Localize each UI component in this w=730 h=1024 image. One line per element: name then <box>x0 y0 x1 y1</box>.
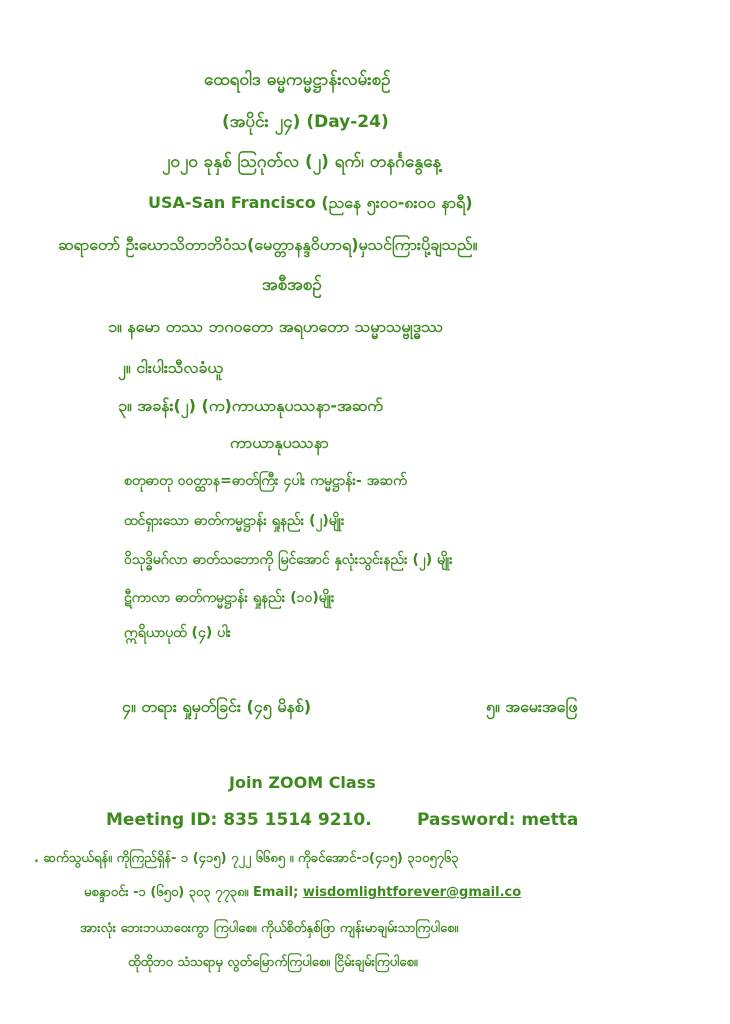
program-item-3: ၃။ အခန်း(၂) (က)ကာယာနုပဿနာ-အဆက် <box>118 396 383 415</box>
location-time: USA-San Francisco (ညနေ ၅း၀၀-၈း၀၀ နာရီ) <box>148 193 473 212</box>
program-sub-2: ထင်ရှားသော ဓာတ်ကမ္မဋ္ဌာန်း ရှုနည်း (၂)မျိုး <box>124 513 345 529</box>
program-subheading: ကာယာနုပဿနာ <box>230 433 329 452</box>
contact-line-1: . ဆက်သွယ်ရန်။ ကိုကြည်ရှိန်- ၁ (၄၁၅) ၇၂၂ ၆၆၈၅ ။ ကိုခင်အောင်-၁(၄၁၅) ၃၁၀၅၇၆၃ <box>34 851 459 866</box>
program-heading: အစီအစဉ် <box>262 275 322 295</box>
zoom-password[interactable]: Password: metta <box>417 810 579 830</box>
contact-line-2 <box>84 885 521 901</box>
teacher-line: ဆရာတော် ဦးဃောသိတာဘိဝံသ(မေတ္တာနန္ဒဝိဟာရ)မှသင်ကြားပို့ချသည်။ <box>58 235 478 254</box>
page-title: ထေရဝါဒ ဓမ္မကမ္မဋ္ဌာန်းလမ်းစဉ် <box>204 70 391 90</box>
program-item-1: ၁။ နမော တဿ ဘဂဝတော အရဟတော သမ္မာသမ္ဗုဒ္ဓဿ <box>108 317 444 336</box>
program-item-2: ၂။ ငါးပါးသီလခံယူ <box>118 358 223 377</box>
program-sub-5: ဣရိယာပုထ် (၄) ပါး <box>124 625 232 641</box>
blessing-line-2: ထိုထိုဘဝ သံသရာမှ လွတ်မြောက်ကြပါစေ။ ငြိမ်းချမ်းကြပါစေ။ <box>128 955 418 970</box>
part-label: (အပိုင်း ၂၄) (Day-24) <box>222 112 389 132</box>
program-sub-1: စတုဓာတု ဝဝတ္ထာန=ဓာတ်ကြီး ၄ပါး ကမ္မဋ္ဌာန်း- အဆက် <box>124 473 407 489</box>
program-sub-4: ဋီကာလာ ဓာတ်ကမ္မဋ္ဌာန်း ရှုနည်း (၁၀)မျိုး <box>124 590 335 606</box>
contact-line-2-text: မစန္ဒာဝင်း -၁ (၆၅၀) ၃၀၃ ၇၇၃၈။ Email; <box>84 885 303 900</box>
date-line: ၂၀၂၀ ခုနှစ် ဩဂုတ်လ (၂) ရက်၊ တနင်္ဂနွေနေ့ <box>162 152 442 172</box>
program-sub-3: ဝိသုဒ္ဓိမဂ်လာ ဓာတ်သဘောကို မြင်အောင် နှလုံးသွင်းနည်း (၂) မျိုး <box>124 552 453 568</box>
zoom-title: Join ZOOM Class <box>229 773 376 792</box>
blessing-line-1: အားလုံး ဘေးဘယာဝေးကွာ ကြပါစေ။ ကိုယ်စိတ်နှစ်ဖြာ ကျန်းမာချမ်းသာကြပါစေ။ <box>80 921 459 936</box>
program-item-5: ၅။ အမေးအဖြေ <box>486 697 578 716</box>
program-item-4: ၄။ တရား ရှုမှတ်ခြင်း (၄၅ မိနစ်) <box>122 697 312 716</box>
email-link[interactable]: wisdomlightforever@gmail.co <box>302 885 522 900</box>
zoom-meeting-id[interactable]: Meeting ID: 835 1514 9210. <box>106 810 372 830</box>
